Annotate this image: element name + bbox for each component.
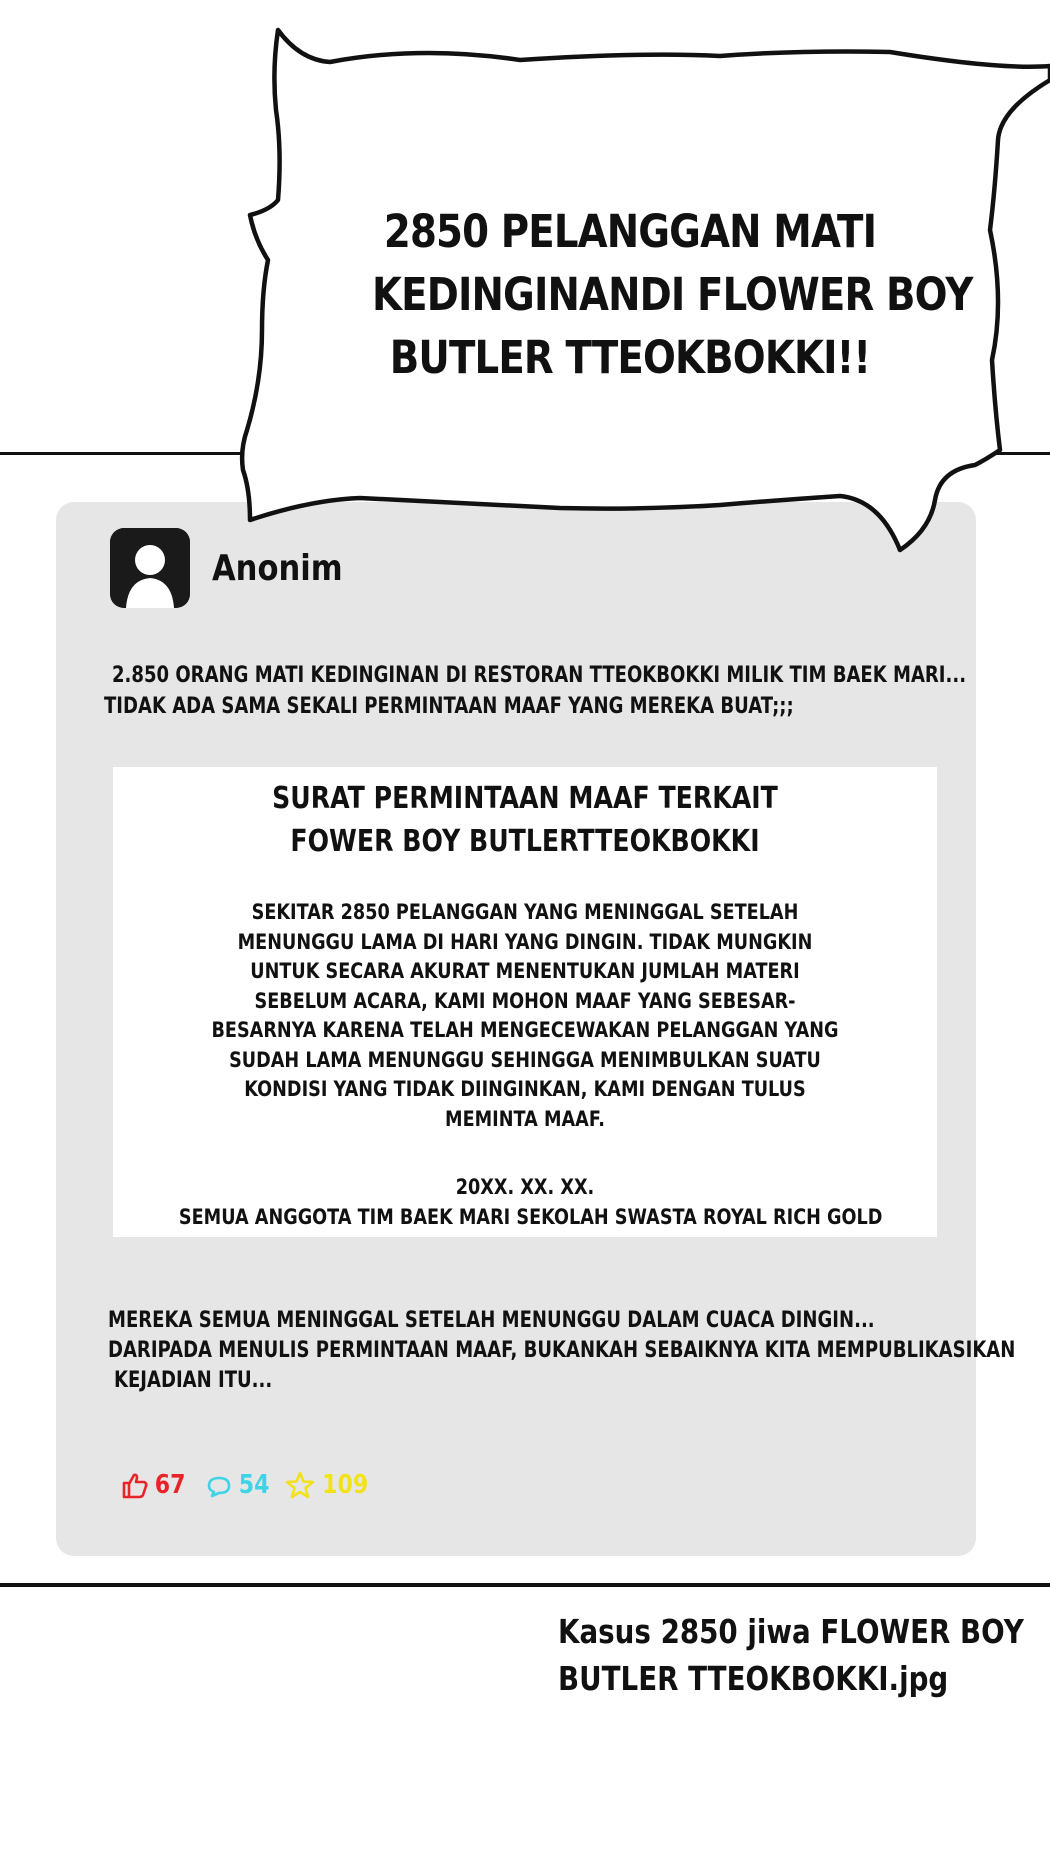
- bubble-line: BUTLER TTEOKBOKKI!!: [389, 331, 871, 384]
- panel-divider-bottom: [0, 1583, 1050, 1587]
- letter-body-line: KONDISI YANG TIDAK DIINGINKAN, KAMI DENGAN TULUS: [244, 1077, 806, 1101]
- letter-body-line: MEMINTA MAAF.: [445, 1106, 605, 1131]
- letter-body-line: SEBELUM ACARA, KAMI MOHON MAAF YANG SEBESAR-: [254, 988, 796, 1013]
- letter-body: [113, 898, 937, 1134]
- image-caption: [558, 1608, 1024, 1702]
- letter-body-line: BESARNYA KARENA TELAH MENGECEWAKAN PELANGGAN YANG: [211, 1018, 839, 1042]
- comment-button[interactable]: [204, 1470, 272, 1500]
- post-outro-line: MEREKA SEMUA MENINGGAL SETELAH MENUNGGU DALAM CUACA DINGIN...: [108, 1308, 875, 1333]
- letter-body-line: UNTUK SECARA AKURAT MENENTUKAN JUMLAH MATERI: [250, 959, 800, 983]
- thumbs-up-icon: [120, 1470, 150, 1500]
- letter-title: [113, 777, 937, 863]
- caption-line: BUTLER TTEOKBOKKI.jpg: [558, 1659, 949, 1698]
- letter-title-line: SURAT PERMINTAAN MAAF TERKAIT: [272, 781, 778, 816]
- favorite-count: 109: [322, 1470, 369, 1500]
- post-intro-line: TIDAK ADA SAMA SEKALI PERMINTAAN MAAF YANG MEREKA BUAT;;;: [104, 694, 794, 719]
- letter-signature-block: [113, 1172, 937, 1232]
- letter-body-line: MENUNGGU LAMA DI HARI YANG DINGIN. TIDAK MUNGKIN: [237, 929, 813, 954]
- bubble-line: KEDINGINANDI FLOWER BOY: [372, 268, 973, 321]
- like-button[interactable]: [120, 1470, 188, 1500]
- caption-line: Kasus 2850 jiwa FLOWER BOY: [558, 1612, 1024, 1651]
- post-stats: [120, 1468, 379, 1502]
- post-username[interactable]: Anonim: [212, 548, 343, 589]
- post-outro-line: KEJADIAN ITU...: [114, 1368, 273, 1393]
- star-icon: [284, 1470, 316, 1500]
- post-outro-line: DARIPADA MENULIS PERMINTAAN MAAF, BUKANKAH SEBAIKNYA KITA MEMPUBLIKASIKAN: [108, 1338, 1016, 1363]
- speech-bubble-text: [372, 200, 973, 389]
- user-silhouette-icon: [110, 528, 190, 608]
- letter-body-line: SEKITAR 2850 PELANGGAN YANG MENINGGAL SETELAH: [251, 900, 799, 924]
- bubble-line: 2850 PELANGGAN MATI: [383, 205, 877, 258]
- speech-bubble-icon: [204, 1470, 234, 1500]
- letter-body-line: SUDAH LAMA MENUNGGU SEHINGGA MENIMBULKAN SUATU: [229, 1047, 821, 1072]
- letter-title-line: FOWER BOY BUTLERTTEOKBOKKI: [290, 824, 760, 859]
- like-count: 67: [154, 1470, 186, 1500]
- letter-signature: SEMUA ANGGOTA TIM BAEK MARI SEKOLAH SWASTA ROYAL RICH GOLD: [178, 1205, 883, 1229]
- apology-letter-image: [113, 767, 937, 1237]
- avatar[interactable]: [110, 528, 190, 608]
- comment-count: 54: [238, 1470, 270, 1500]
- post-intro-line: 2.850 ORANG MATI KEDINGINAN DI RESTORAN TTEOKBOKKI MILIK TIM BAEK MARI...: [112, 663, 967, 688]
- favorite-button[interactable]: [284, 1470, 372, 1500]
- letter-date: 20XX. XX. XX.: [455, 1175, 595, 1199]
